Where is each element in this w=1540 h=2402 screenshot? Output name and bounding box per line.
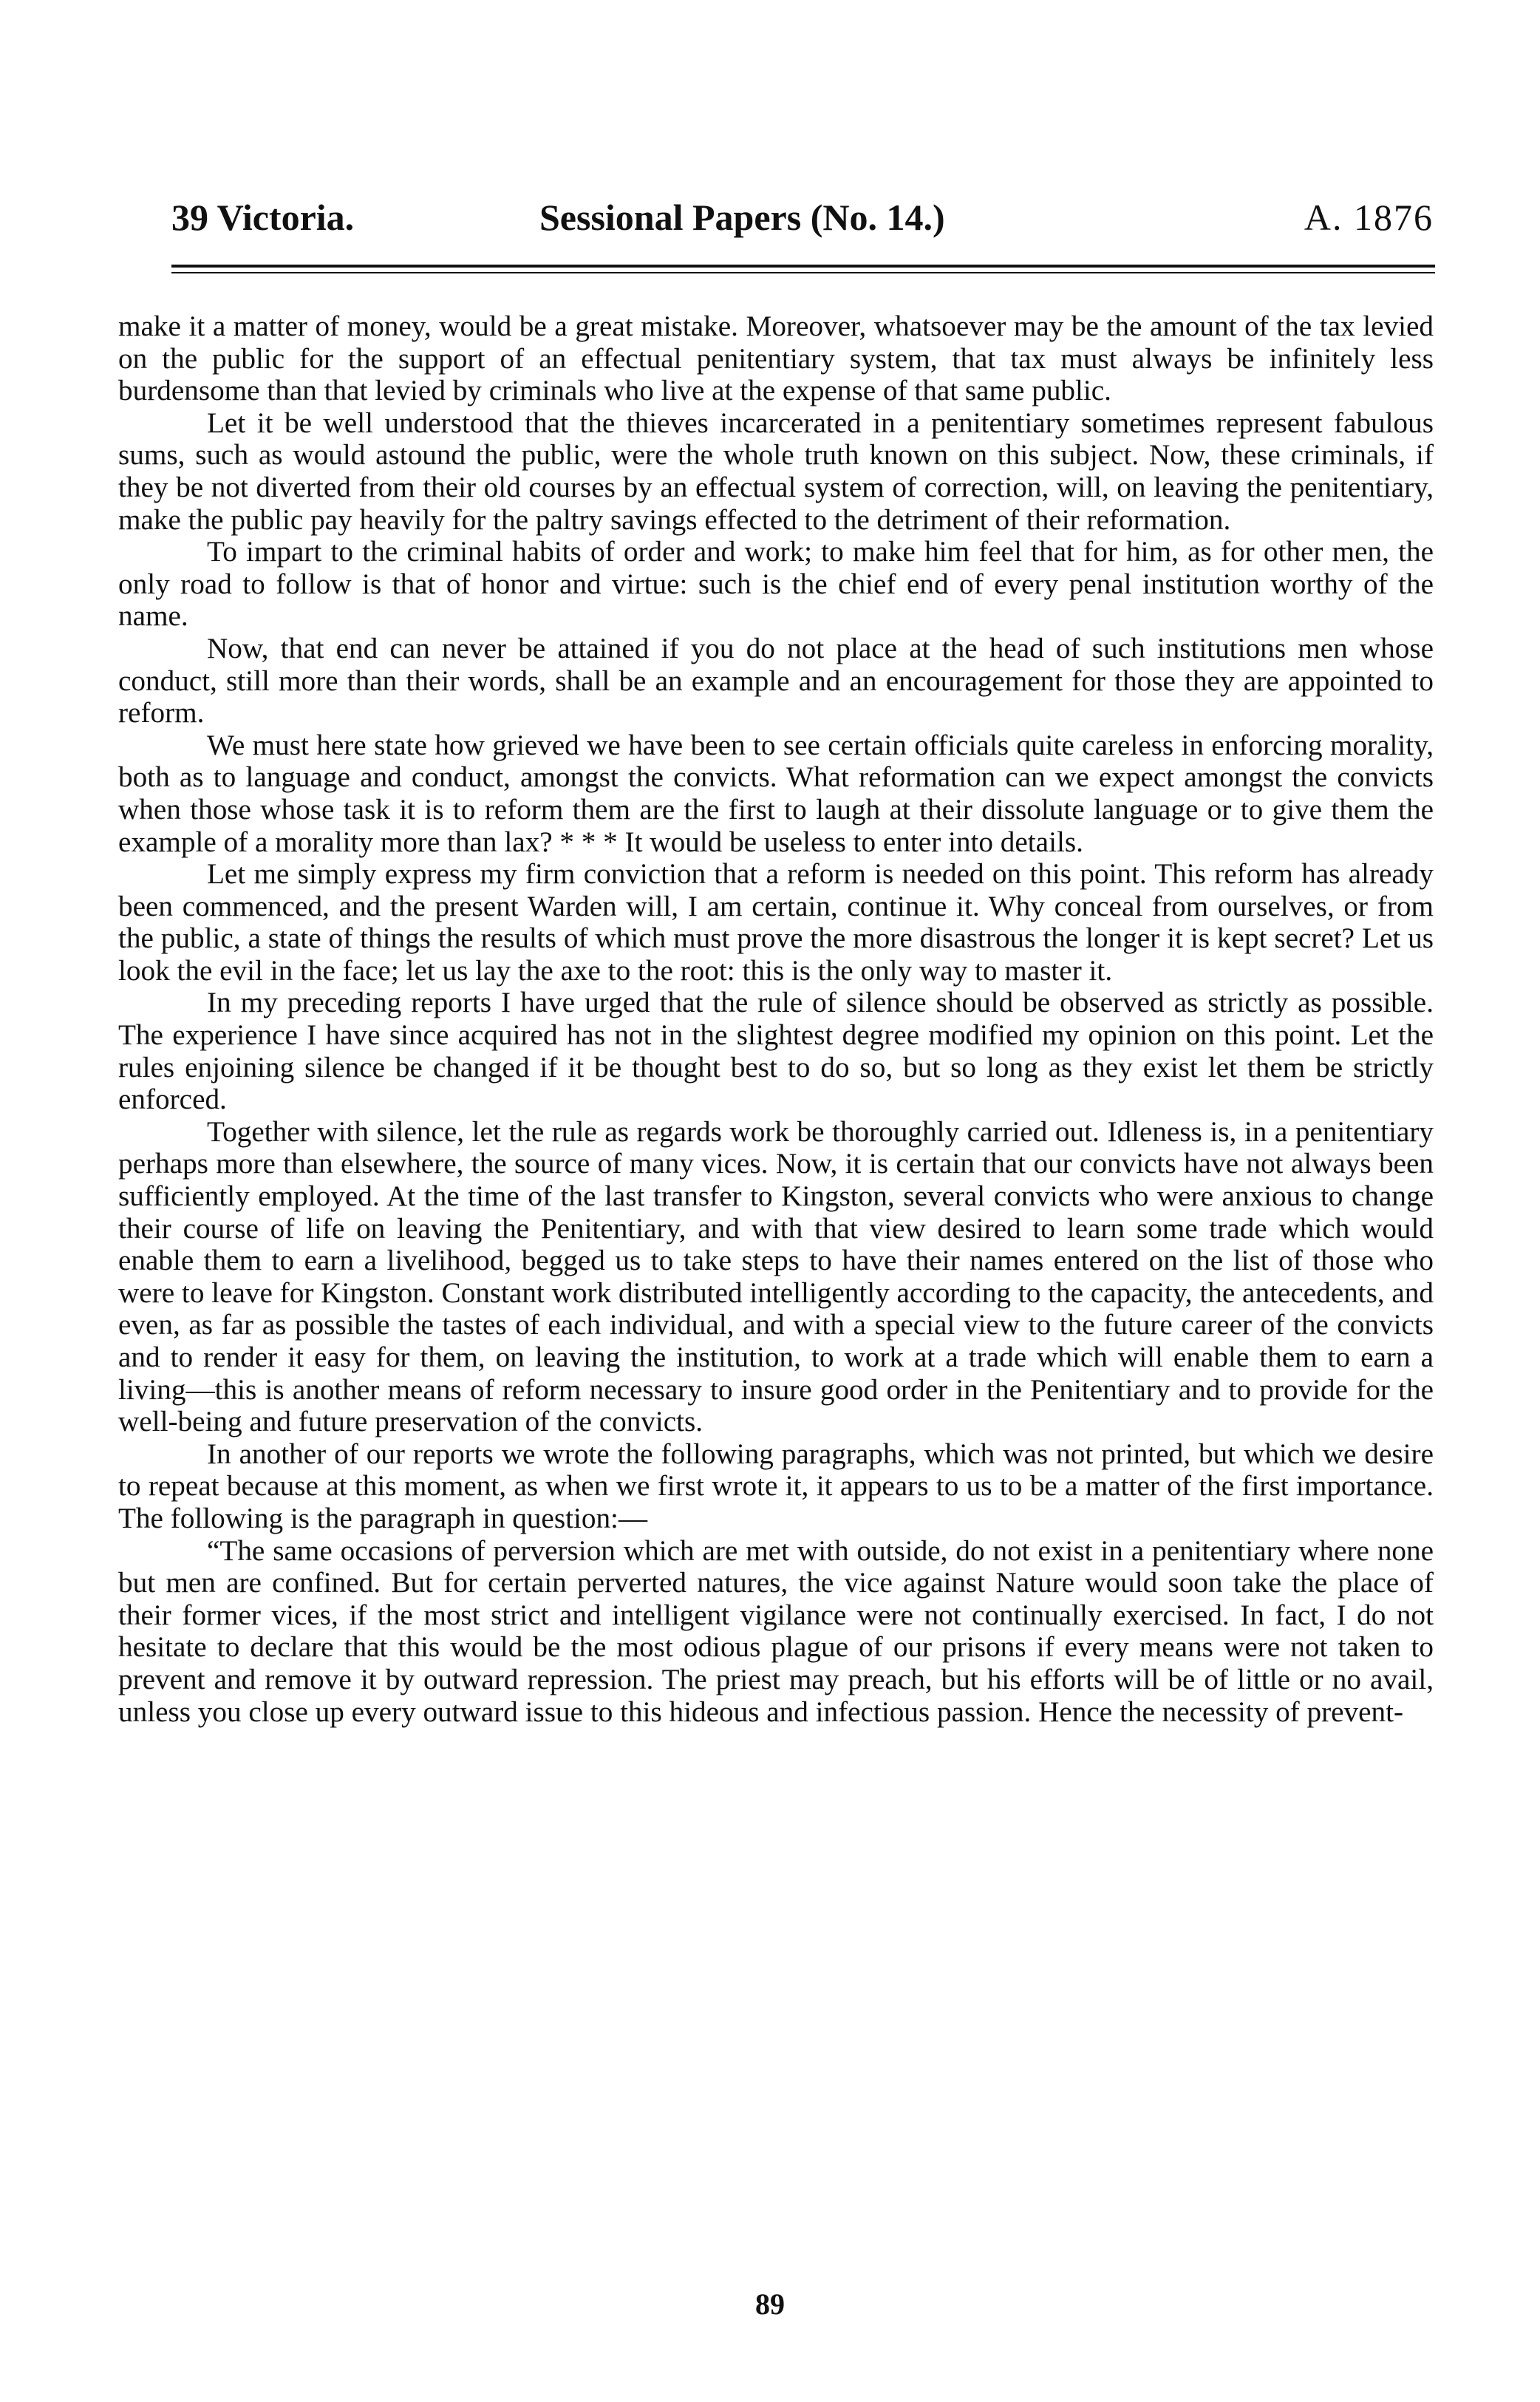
paragraph-8: Together with silence, let the rule as regards work be thoroughly carried out. Idleness is, in a penitentiary perhaps more than elsewhere, the source of many vices. Now, it is certain that our convicts have not always been sufficiently employed. At the time of the last transfer to Kingston, several convicts who were anxious to change their course of life on leaving the Penitentiary, and with that view desired to learn some trade which would enable them to earn a livelihood, begged us to take steps to have their names entered on the list of those who were to leave for Kingston. Constant work distributed intelligently according to the capacity, the antecedents, and even, as far as possible the tastes of each individual, and with a special view to the future career of the convicts and to render it easy for them, on leaving the institution, to work at a trade which will enable them to earn a living—this is another means of reform necessary to insure good order in the Penitentiary and to provide for the well-being and future preservation of the convicts.: [118, 1115, 1434, 1438]
running-header: [171, 194, 1434, 253]
paragraph-1: make it a matter of money, would be a great mistake. Moreover, whatsoever may be the amount of the tax levied on the public for the support of an effectual penitentiary system, that tax must always be infinitely less burdensome than that levied by criminals who live at the expense of that same public.: [118, 310, 1434, 407]
paragraph-4: Now, that end can never be attained if you do not place at the head of such institutions men whose conduct, still more than their words, shall be an example and an encouragement for those they are appointed to reform.: [118, 632, 1434, 729]
paragraph-7: In my preceding reports I have urged that the rule of silence should be observed as strictly as possible. The experience I have since acquired has not in the slightest degree modified my opinion on this point. Let the rules enjoining silence be changed if it be thought best to do so, but so long as they exist let them be strictly enforced.: [118, 987, 1434, 1116]
paragraph-9: In another of our reports we wrote the following paragraphs, which was not printed, but which we desire to repeat because at this moment, as when we first wrote it, it appears to us to be a matter of the first importance. The following is the paragraph in question:—: [118, 1438, 1434, 1534]
page-number: 89: [755, 2287, 785, 2321]
header-year: A. 1876: [1304, 197, 1434, 238]
header-volume: 39 Victoria.: [171, 197, 355, 238]
paragraph-6: Let me simply express my firm conviction that a reform is needed on this point. This reform has already been commenced, and the present Warden will, I am certain, continue it. Why conceal from ourselves, or from the public, a state of things the results of which must prove the more disastrous the longer it is kept secret? Let us look the evil in the face; let us lay the axe to the root: this is the only way to master it.: [118, 858, 1434, 987]
paragraph-10: “The same occasions of perversion which are met with outside, do not exist in a penitentiary where none but men are confined. But for certain perverted natures, the vice against Nature would soon take the place of their former vices, if the most strict and intelligent vigilance were not continually exercised. In fact, I do not hesitate to declare that this would be the most odious plague of our prisons if every means were not taken to prevent and remove it by outward repression. The priest may preach, but his efforts will be of little or no avail, unless you close up every outward issue to this hideous and infectious passion. Hence the necessity of prevent-: [118, 1534, 1434, 1728]
header-rule-thick: [171, 265, 1435, 268]
body-text: [118, 310, 1434, 1728]
paragraph-2: Let it be well understood that the thieves incarcerated in a penitentiary sometimes represent fabulous sums, such as would astound the public, were the whole truth known on this subject. Now, these criminals, if they be not diverted from their old courses by an effectual system of correction, will, on leaving the penitentiary, make the public pay heavily for the paltry savings effected to the detriment of their reformation.: [118, 406, 1434, 536]
header-title: Sessional Papers (No. 14.): [539, 197, 945, 238]
paragraph-5: We must here state how grieved we have been to see certain officials quite careless in enforcing morality, both as to language and conduct, amongst the convicts. What reformation can we expect amongst the convicts when those whose task it is to reform them are the first to laugh at their dissolute language or to give them the example of a morality more than lax? * * * It would be useless to enter into details.: [118, 729, 1434, 858]
paragraph-3: To impart to the criminal habits of order and work; to make him feel that for him, as for other men, the only road to follow is that of honor and virtue: such is the chief end of every penal institution worthy of the name.: [118, 536, 1434, 633]
header-rule-thin: [171, 272, 1435, 273]
